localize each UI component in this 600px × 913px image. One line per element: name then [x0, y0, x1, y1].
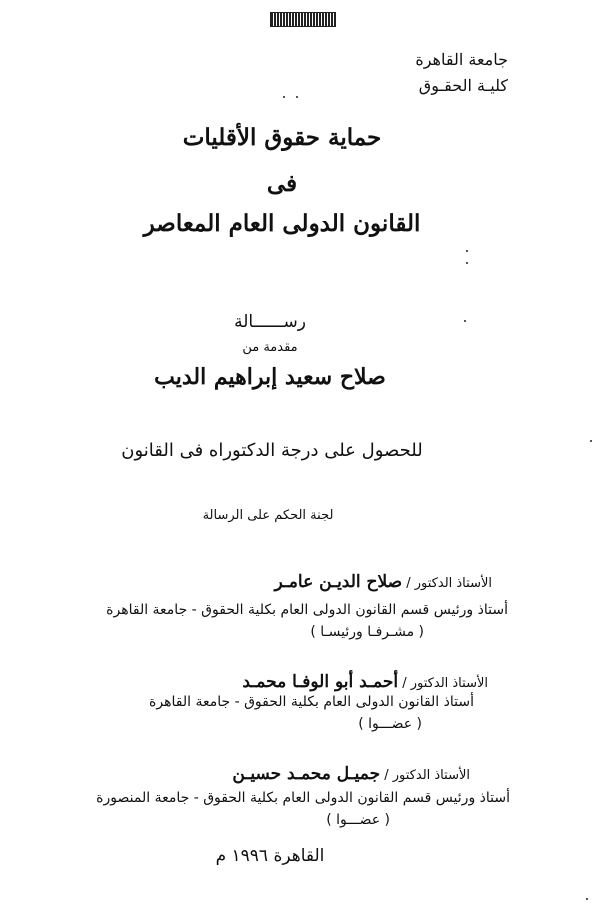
- member-description: أستاذ ورئيس قسم القانون الدولى العام بكلية الحقوق - جامعة المنصورة: [96, 790, 510, 806]
- scan-speck: [586, 898, 588, 900]
- scan-speck: [590, 440, 592, 442]
- member-name: صلاح الديـن عامـر: [274, 572, 403, 592]
- member-role: ( عضـــوا ): [358, 716, 422, 732]
- committee-member-1: [274, 572, 492, 592]
- committee-member-2: [242, 672, 488, 692]
- member-name: أحمـد أبو الوفـا محمـد: [242, 672, 399, 692]
- faculty-name: كليـة الحقـوق: [418, 76, 508, 95]
- scan-speck: [466, 250, 468, 252]
- member-title: الأستاذ الدكتور /: [402, 676, 488, 691]
- university-name: جامعة القاهرة: [415, 50, 508, 69]
- member-role: ( عضـــوا ): [326, 812, 390, 828]
- committee-heading: لجنة الحكم على الرسالة: [202, 508, 334, 523]
- member-description: أستاذ ورئيس قسم القانون الدولى العام بكلية الحقوق - جامعة القاهرة: [106, 602, 508, 618]
- member-role: ( مشـرفـا ورئيسـا ): [310, 624, 424, 640]
- degree-statement: للحصول على درجة الدكتوراه فى القانون: [121, 440, 423, 461]
- member-title: الأستاذ الدكتور /: [406, 576, 492, 591]
- scan-speck: [296, 96, 298, 98]
- presented-by: مقدمة من: [242, 340, 298, 355]
- scan-speck: [283, 96, 285, 98]
- committee-member-3: [232, 764, 470, 784]
- member-description: أستاذ القانون الدولى العام بكلية الحقوق - جامعة القاهرة: [149, 694, 474, 710]
- place-and-date: القاهرة ١٩٩٦ م: [215, 846, 325, 866]
- scan-speck: [464, 320, 466, 322]
- member-name: جميـل محمـد حسيـن: [232, 764, 381, 784]
- title-line-2: فى: [266, 170, 298, 197]
- member-title: الأستاذ الدكتور /: [384, 768, 470, 783]
- stamp-mark: [270, 12, 336, 27]
- thesis-label: رســــــالة: [234, 312, 306, 332]
- author-name: صلاح سعيد إبراهيم الديب: [154, 364, 386, 390]
- title-line-3: القانون الدولى العام المعاصر: [143, 210, 421, 237]
- title-line-1: حماية حقوق الأقليات: [182, 124, 382, 151]
- scan-speck: [466, 262, 468, 264]
